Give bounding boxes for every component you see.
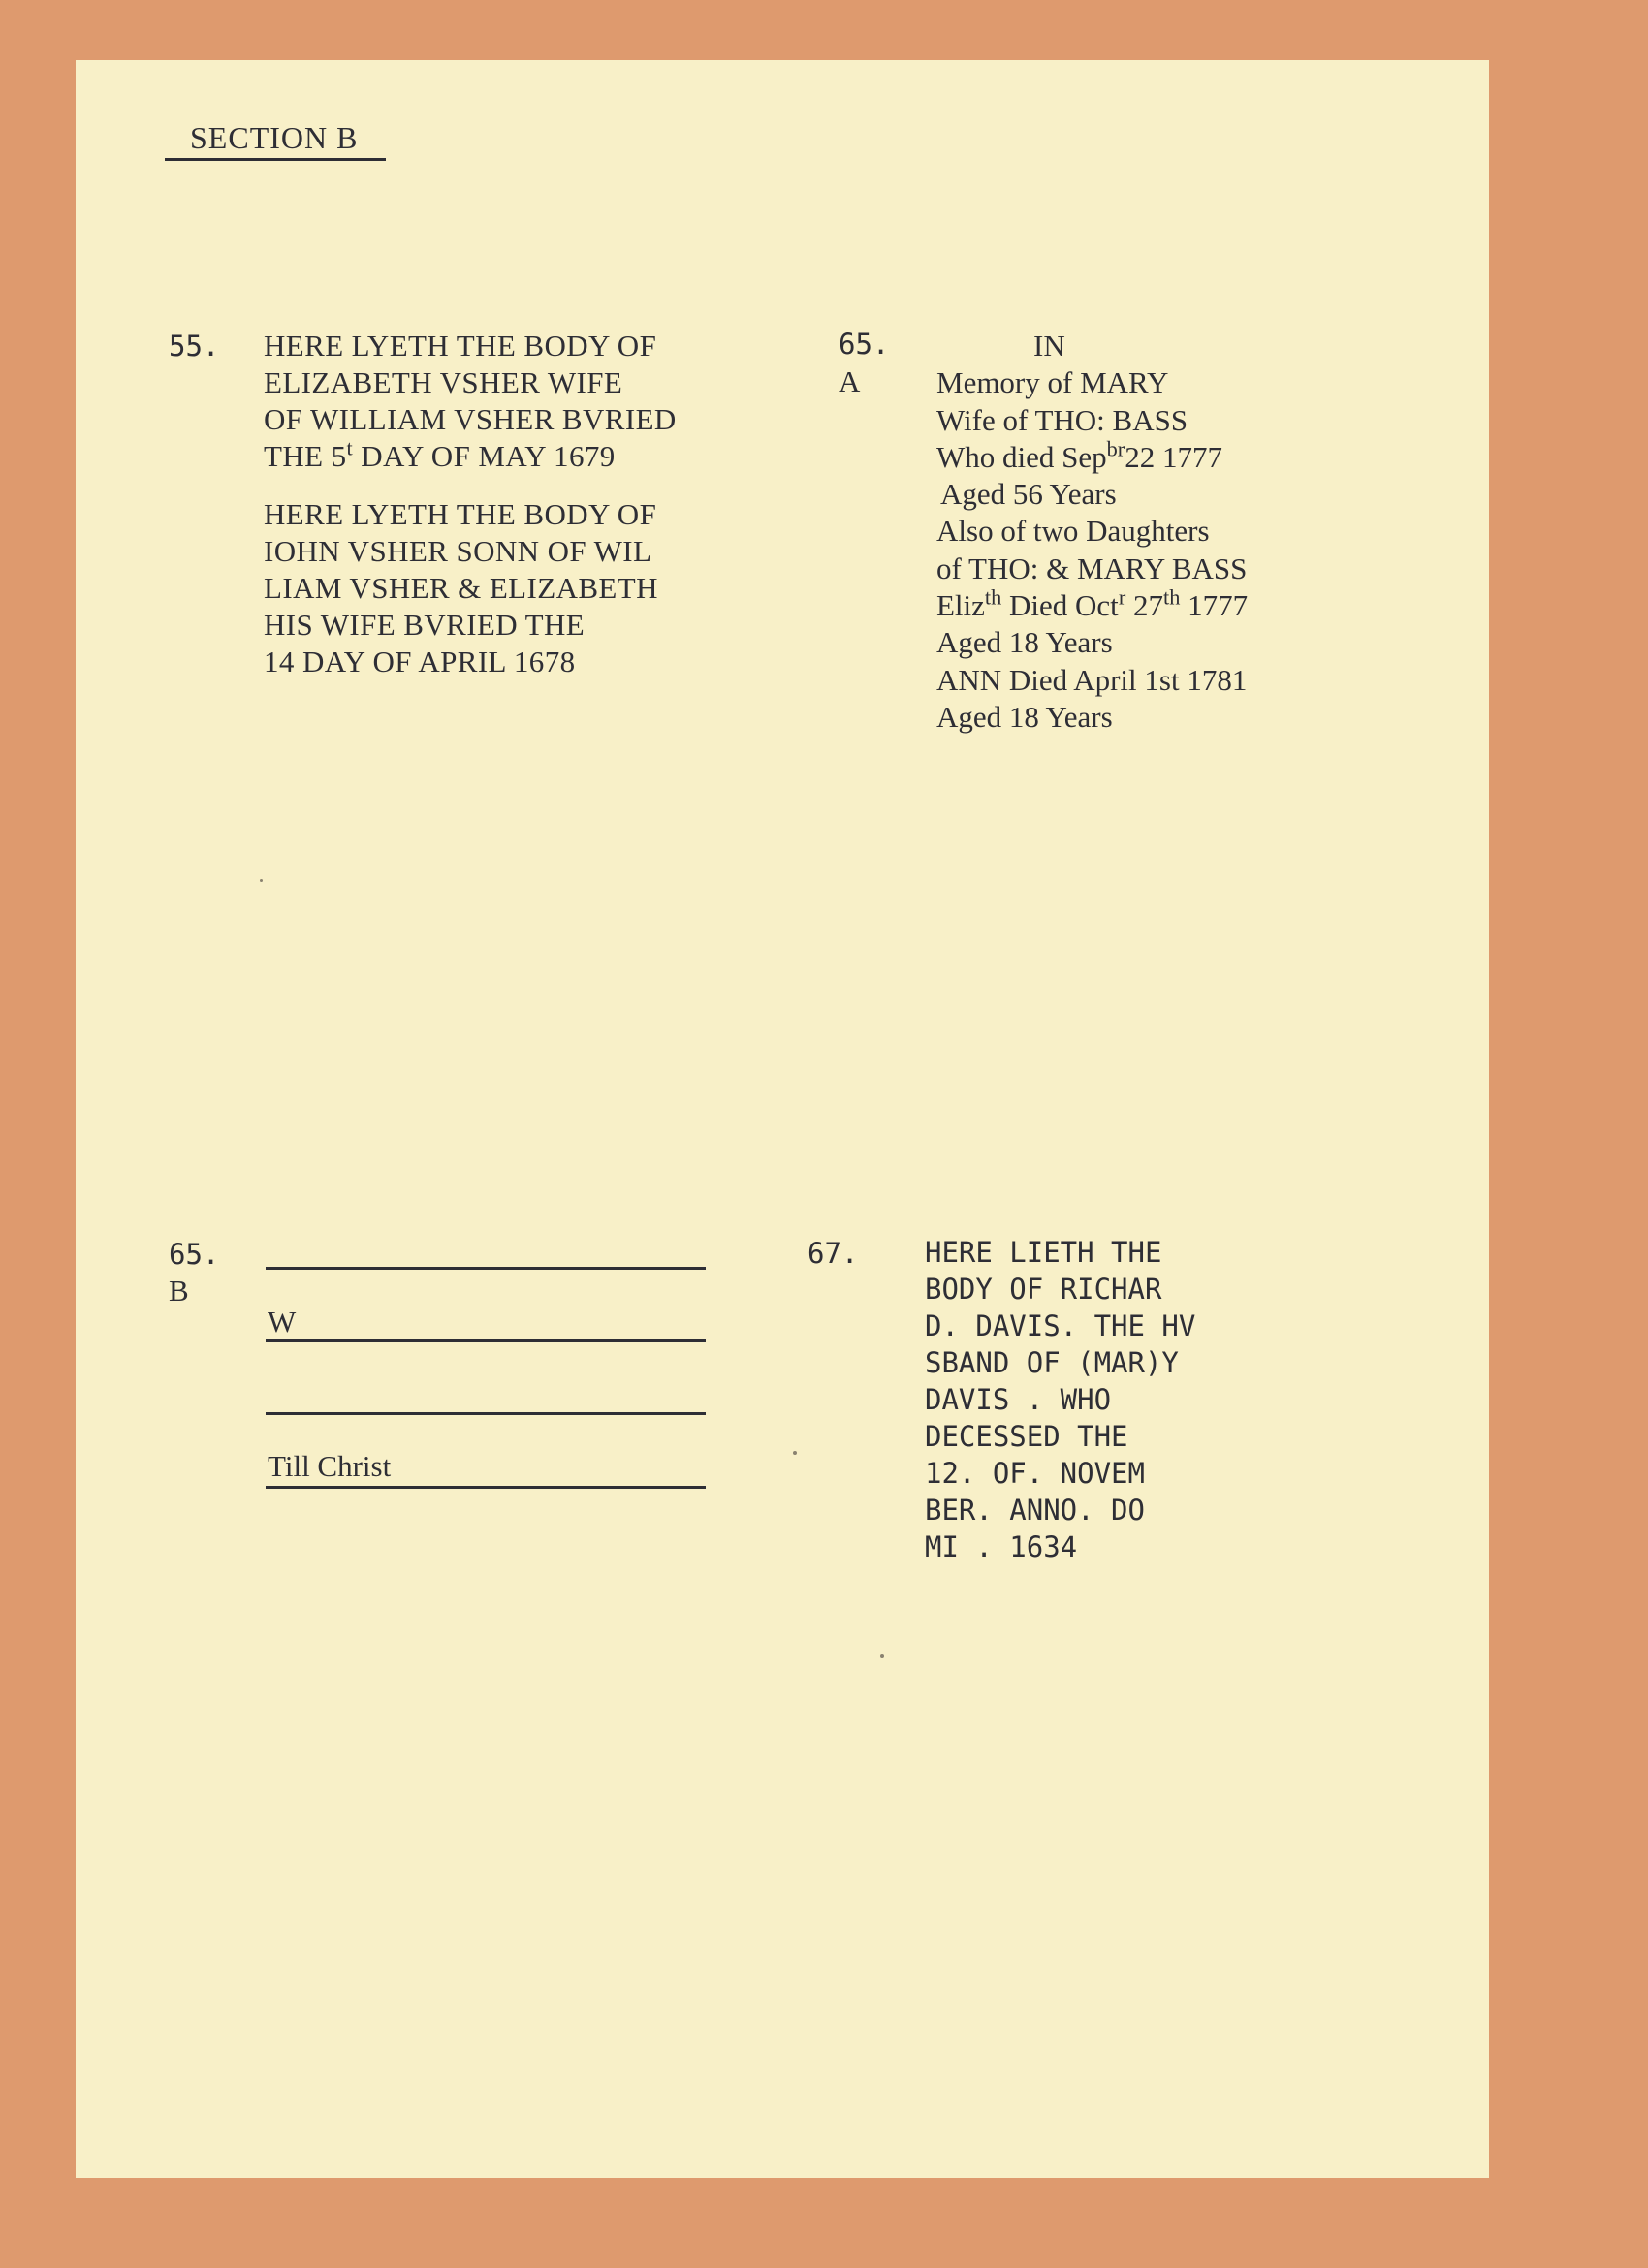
entry-65a-line: of THO: & MARY BASS [936, 551, 1248, 585]
section-title: SECTION B [190, 120, 359, 155]
entry-65a-letter: A [839, 364, 861, 398]
entry-55-number: 55. [169, 330, 220, 362]
entry-67-number: 67. [808, 1237, 859, 1270]
entry-55-line: HIS WIFE BVRIED THE [264, 608, 586, 642]
entry-67-line: D. DAVIS. THE HV [925, 1309, 1196, 1342]
entry-55-line: ELIZABETH VSHER WIFE [264, 365, 623, 399]
entry-67-line: BODY OF RICHAR [925, 1273, 1162, 1306]
entry-65a-line: Memory of MARY [936, 365, 1169, 400]
entry-55-inscription [264, 328, 677, 680]
entry-67-line: DECESSED THE [925, 1420, 1128, 1453]
entry-65a-line: Who died Sep$^{br}$22 1777 [936, 436, 1222, 474]
entry-65a-line: Aged 18 Years [936, 625, 1113, 660]
document-sheet [76, 60, 1489, 2178]
entry-65a-line: Wife of THO: BASS [936, 402, 1188, 437]
entry-55-line: OF WILLIAM VSHER BVRIED [264, 402, 677, 436]
entry-65b-number: 65. [169, 1238, 220, 1271]
entry-55-line: HERE LYETH THE BODY OF [264, 497, 657, 531]
entry-55-line: LIAM VSHER & ELIZABETH [264, 571, 658, 605]
entry-65a-line: ANN Died April 1st 1781 [936, 662, 1248, 697]
entry-67-line: DAVIS . WHO [925, 1383, 1112, 1416]
entry-65a-line: Eliz$^{th}$ Died Oct$^r$ 27th 1777 [936, 584, 1249, 623]
blank-field-line [266, 1486, 706, 1489]
entry-67-line: BER. ANNO. DO [925, 1494, 1145, 1527]
blank-field-line [266, 1412, 706, 1415]
paper-speck [260, 879, 263, 882]
section-title-underline [165, 158, 386, 161]
entry-65a-line: IN [1033, 329, 1065, 362]
entry-65a-line: Aged 56 Years [940, 477, 1117, 512]
paper-speck [793, 1451, 797, 1455]
entry-55-line: 14 DAY OF APRIL 1678 [264, 645, 576, 678]
entry-65a-inscription [936, 328, 1248, 736]
field-text-till-christ: Till Christ [268, 1449, 392, 1483]
entry-67-line: MI . 1634 [925, 1530, 1078, 1563]
entry-65b-letter: B [169, 1274, 189, 1307]
entry-55-line: IOHN VSHER SONN OF WIL [264, 534, 652, 568]
entry-55-line: HERE LYETH THE BODY OF [264, 329, 657, 362]
paper-speck [880, 1654, 884, 1658]
entry-65a-line: Also of two Daughters [936, 514, 1210, 549]
entry-67-line: 12. OF. NOVEM [925, 1457, 1145, 1490]
blank-field-line [266, 1339, 706, 1342]
field-text-w: W [268, 1305, 297, 1339]
entry-67-line: SBAND OF (MAR)Y [925, 1346, 1179, 1379]
entry-67-line: HERE LIETH THE [925, 1236, 1162, 1269]
entry-65a-line: Aged 18 Years [936, 699, 1113, 734]
blank-field-line [266, 1267, 706, 1270]
entry-55-line: THE 5$^t$ DAY OF MAY 1679 [264, 435, 616, 473]
entry-67-inscription [925, 1234, 1195, 1565]
entry-65a-number: 65. [839, 328, 890, 361]
